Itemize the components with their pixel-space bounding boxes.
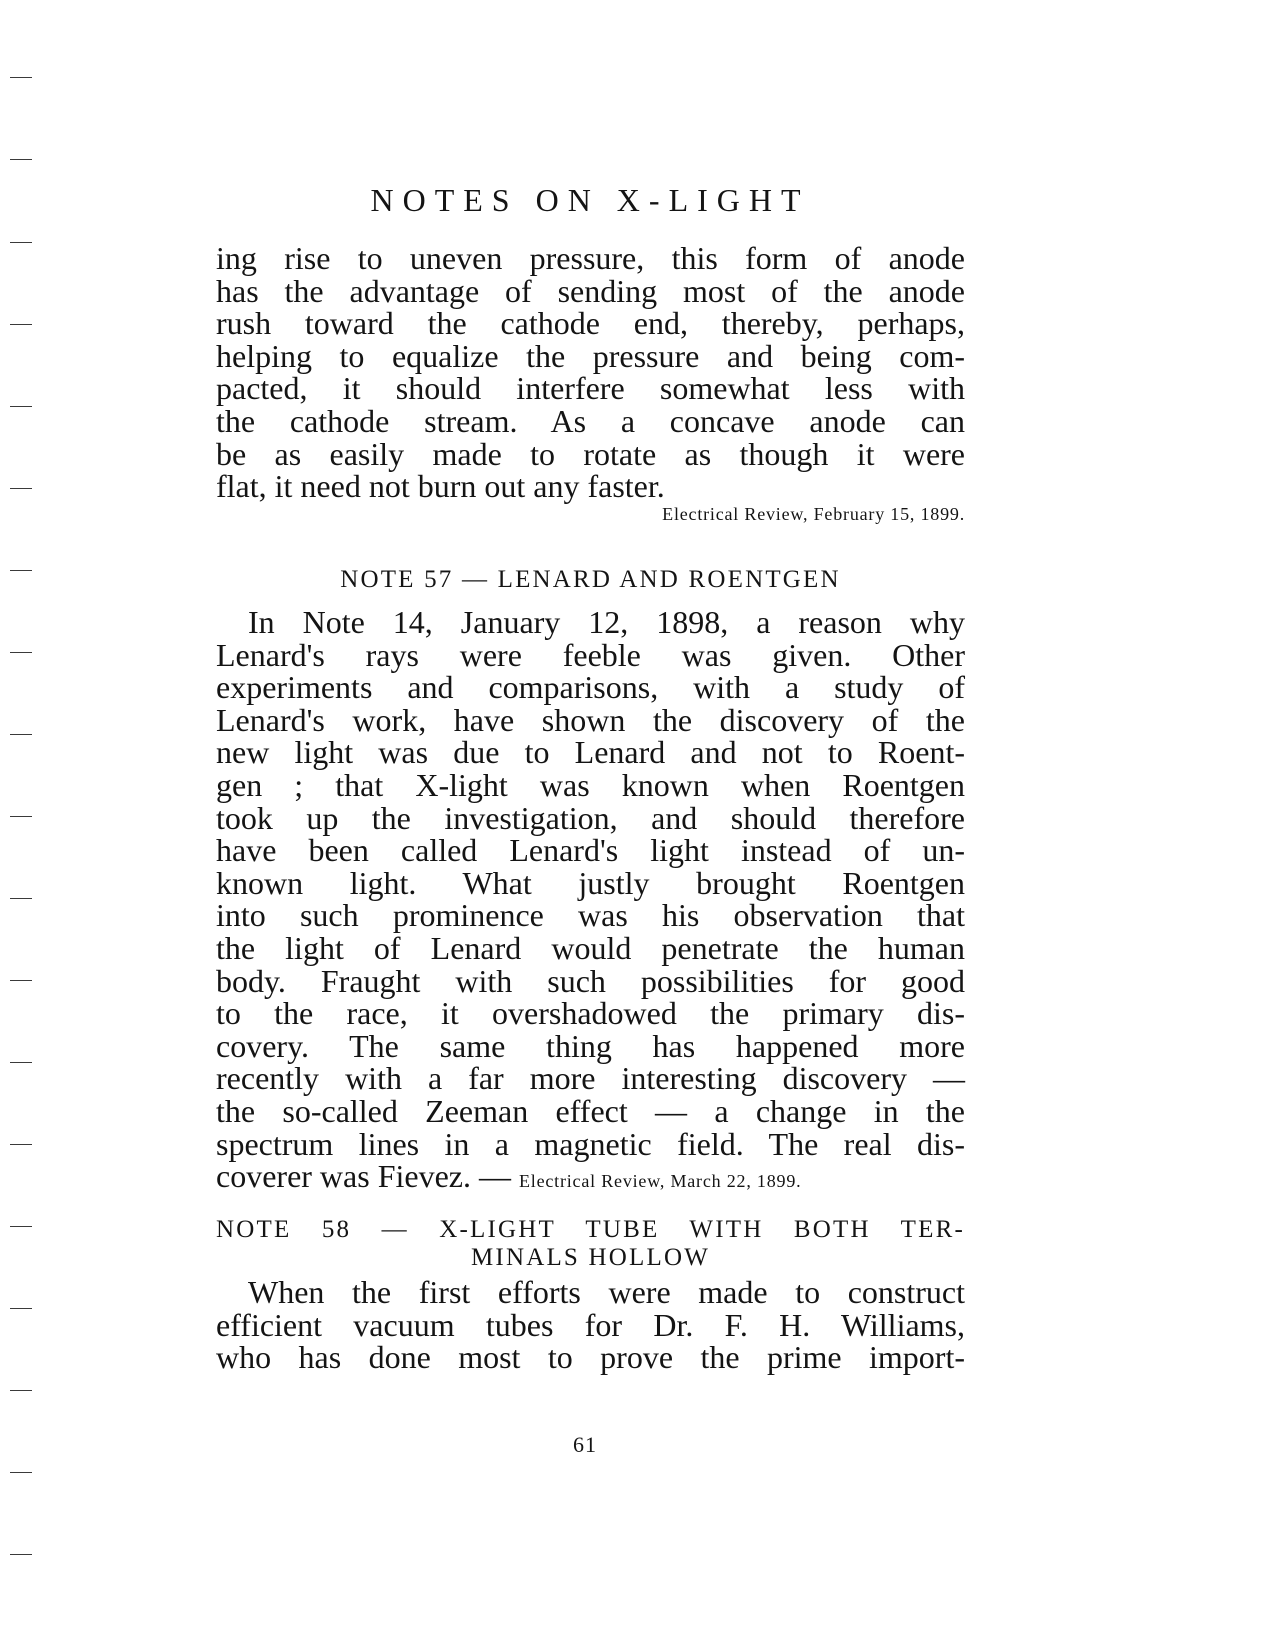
text-line: experiments and comparisons, with a study of [216, 669, 965, 706]
text-line: the so-called Zeeman effect — a change in the [216, 1092, 965, 1129]
citation: Electrical Review, February 15, 1899. [662, 504, 965, 524]
margin-tick [10, 1390, 32, 1391]
heading-line: NOTE 57 — LENARD AND ROENTGEN [340, 566, 841, 593]
margin-tick [10, 816, 32, 817]
text-line: ing rise to uneven pressure, this form of anode [216, 240, 965, 276]
running-head: NOTES ON X-LIGHT [370, 182, 810, 218]
margin-tick [10, 570, 32, 571]
text-line: Lenard's rays were feeble was given. Other [216, 636, 965, 673]
margin-tick [10, 652, 32, 653]
text-line: be as easily made to rotate as though it were [216, 435, 965, 472]
margin-tick [10, 242, 32, 243]
text-line: covery. The same thing has happened more [216, 1027, 965, 1064]
margin-tick [10, 488, 32, 489]
margin-tick [10, 324, 32, 325]
text-line: into such prominence was his observation that [216, 897, 965, 934]
text-line: flat, it need not burn out any faster. [216, 468, 665, 505]
text-line: recently with a far more interesting discovery — [216, 1060, 965, 1097]
margin-tick [10, 1144, 32, 1145]
text-line: When the first efforts were made to construct [248, 1274, 965, 1310]
note-58-heading [216, 1216, 965, 1272]
heading-line: MINALS HOLLOW [471, 1244, 710, 1271]
note-58-paragraph [216, 1276, 965, 1374]
margin-tick [10, 1472, 32, 1473]
text-line-with-citation [216, 1160, 965, 1198]
text-line: spectrum lines in a magnetic field. The real dis- [216, 1125, 965, 1162]
margin-tick [10, 1062, 32, 1063]
heading-line: NOTE 58 — X-LIGHT TUBE WITH BOTH TER- [216, 1216, 965, 1243]
margin-tick [10, 898, 32, 899]
margin-tick [10, 1226, 32, 1227]
note-57-paragraph [216, 606, 965, 1198]
note-57-heading [216, 566, 965, 594]
text-line: efficient vacuum tubes for Dr. F. H. Williams, [216, 1306, 965, 1343]
text-line: new light was due to Lenard and not to Roent- [216, 734, 965, 771]
text-line: the cathode stream. As a concave anode can [216, 402, 965, 439]
text-line: helping to equalize the pressure and being com- [216, 337, 965, 374]
text-line: known light. What justly brought Roentgen [216, 864, 965, 901]
text-line: to the race, it overshadowed the primary dis- [216, 995, 965, 1032]
continuation-paragraph [216, 242, 965, 503]
margin-tick [10, 159, 32, 160]
text-line: pacted, it should interfere somewhat less with [216, 370, 965, 407]
citation: Electrical Review, March 22, 1899. [518, 1171, 802, 1192]
text-line: coverer was Fievez. — [216, 1158, 511, 1195]
margin-tick [10, 980, 32, 981]
text-line: who has done most to prove the prime import- [216, 1339, 965, 1376]
margin-tick [10, 1308, 32, 1309]
text-line: body. Fraught with such possibilities for good [216, 962, 965, 999]
text-line: rush toward the cathode end, thereby, perhaps, [216, 305, 965, 342]
text-line: Lenard's work, have shown the discovery of the [216, 701, 965, 738]
scan-margin-ticks [10, 0, 34, 1643]
margin-tick [10, 406, 32, 407]
text-line: took up the investigation, and should therefore [216, 799, 965, 836]
page-number: 61 [573, 1432, 597, 1457]
text-line: gen ; that X-light was known when Roentgen [216, 766, 965, 803]
text-line: the light of Lenard would penetrate the human [216, 929, 965, 966]
margin-tick [10, 734, 32, 735]
margin-tick [10, 1554, 32, 1555]
text-line: have been called Lenard's light instead of un- [216, 832, 965, 869]
margin-tick [10, 77, 32, 78]
text-line: has the advantage of sending most of the anode [216, 272, 965, 309]
text-line: In Note 14, January 12, 1898, a reason why [248, 604, 965, 640]
